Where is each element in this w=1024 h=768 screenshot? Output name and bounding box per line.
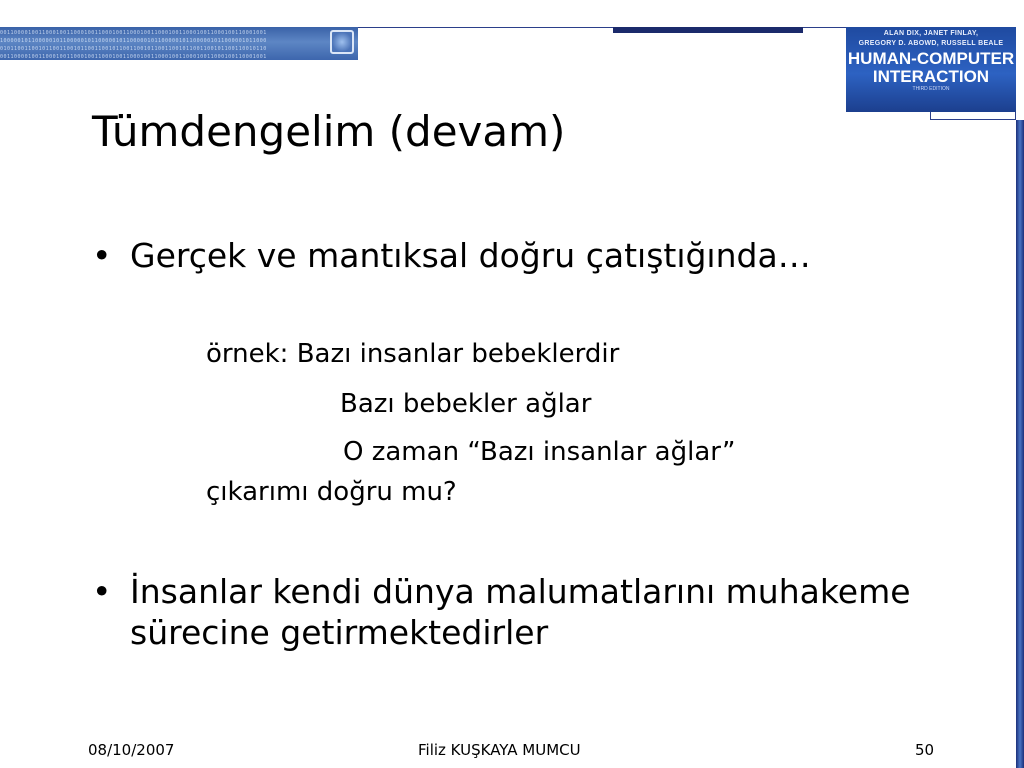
footer-date: 08/10/2007 <box>88 741 175 759</box>
footer-author: Filiz KUŞKAYA MUMCU <box>418 741 581 759</box>
book-authors: ALAN DIX, JANET FINLAY, GREGORY D. ABOWD, RUSSELL BEALE <box>858 30 1004 47</box>
cover-frame <box>930 112 1016 120</box>
book-cover <box>846 27 1016 112</box>
bullet-marker: • <box>92 572 112 611</box>
book-edition: THIRD EDITION <box>912 86 950 92</box>
footer-page-number: 50 <box>915 741 935 759</box>
bullet-text: Gerçek ve mantıksal doğru çatıştığında… <box>130 236 811 275</box>
example-line: çıkarımı doğru mu? <box>206 477 457 507</box>
binary-digits: 0011000010011000100110001001100010011000100110001001100010011000100110001001 1000001011000001011000001011000001011000001011000001011000001011000001011000 0101100110010110011001011001100101100110010110011001011001100101100110010110 0011000010011000100110001001100010011000100110001001100010011000100110001001 <box>0 30 267 60</box>
binary-banner <box>0 27 358 60</box>
logo-icon <box>330 30 354 54</box>
example-line: örnek: Bazı insanlar bebeklerdir <box>206 339 620 369</box>
book-title: HUMAN-COMPUTER INTERACTION <box>847 49 1015 86</box>
header-accent-bar <box>613 27 803 33</box>
bullet-marker: • <box>92 236 112 275</box>
example-line: Bazı bebekler ağlar <box>340 389 592 419</box>
side-strip <box>1016 120 1024 768</box>
bullet-text: İnsanlar kendi dünya malumatlarını muhakeme sürecine getirmektedirler <box>130 572 911 652</box>
slide-title: Tümdengelim (devam) <box>92 107 566 156</box>
example-line: O zaman “Bazı insanlar ağlar” <box>343 437 736 467</box>
